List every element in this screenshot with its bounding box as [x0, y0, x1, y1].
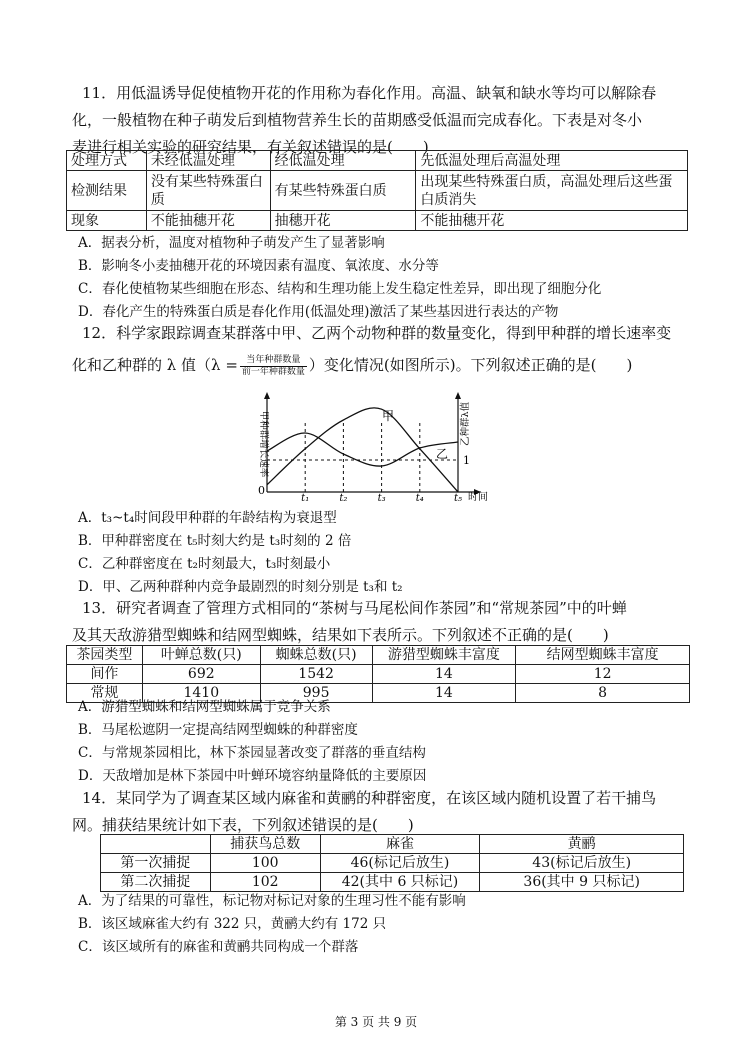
q14-option-c: C．该区域所有的麻雀和黄鹂共同构成一个群落 [78, 939, 359, 955]
x-tick-label: t₁ [301, 493, 310, 504]
right-y-axis-arrow [455, 392, 461, 399]
q14-table-cell: 100 [210, 854, 320, 873]
q11-table-cell: 未经低温处理 [146, 151, 270, 171]
x-tick-label: t₄ [415, 493, 424, 504]
q11-table-cell: 有某些特殊蛋白质 [270, 171, 416, 211]
q13-table-cell: 蜘蛛总数(只) [260, 646, 372, 665]
q13-table-cell: 叶蝉总数(只) [142, 646, 260, 665]
q14-table-cell: 43(标记后放生) [480, 854, 684, 873]
q12-line-2-pre: 化和乙种群的 λ 值（λ = [72, 356, 238, 374]
q13-table-cell: 8 [516, 684, 690, 703]
q14-table-cell: 麻雀 [320, 835, 480, 854]
q11-line-3: 麦进行相关实验的研究结果，有关叙述错误的是( ) [72, 138, 429, 156]
q13-table-cell: 间作 [67, 665, 143, 684]
q14-table [100, 834, 684, 892]
q14-table-cell: 36(其中 9 只标记) [480, 873, 684, 892]
q13-table-cell: 14 [372, 665, 516, 684]
q11-table-cell: 不能抽穗开花 [146, 211, 270, 231]
x-axis-label: 时间 [468, 492, 488, 503]
page-footer: 第 3 页 共 9 页 [334, 1015, 418, 1029]
q12-line-1: 12．科学家跟踪调查某群落中甲、乙两个动物种群的数量变化，得到甲种群的增长速率变 [82, 324, 672, 342]
q13-table-cell: 14 [372, 684, 516, 703]
q14-table-cell: 102 [210, 873, 320, 892]
q13-option-b: B．马尾松遮阴一定提高结网型蜘蛛的种群密度 [78, 722, 358, 738]
q14-table-cell [101, 835, 211, 854]
q13-line-1: 13．研究者调查了管理方式相同的“茶树与马尾松间作茶园”和“常规茶园”中的叶蝉 [82, 599, 627, 617]
q14-option-a: A．为了结果的可靠性，标记物对标记对象的生理习性不能有影响 [78, 893, 466, 909]
x-tick-label: t₅ [453, 493, 463, 504]
x-tick-label: t₃ [377, 493, 386, 504]
q13-table-cell: 茶园类型 [67, 646, 143, 665]
q12-option-c: C．乙种群密度在 t₂时刻最大，t₃时刻最小 [78, 556, 331, 572]
q14-table-cell: 捕获鸟总数 [210, 835, 320, 854]
q13-table-cell: 1542 [260, 665, 372, 684]
series-jia-curve [267, 408, 458, 492]
q13-table-cell: 结网型蜘蛛丰富度 [516, 646, 690, 665]
q14-table-cell: 42(其中 6 只标记) [320, 873, 480, 892]
q13-option-d: D．天敌增加是林下茶园中叶蝉环境容纳量降低的主要原因 [78, 768, 427, 784]
q13-table-cell: 12 [516, 665, 690, 684]
q14-line-2: 网。捕获结果统计如下表，下列叙述错误的是( ) [72, 816, 414, 834]
q11-option-b: B．影响冬小麦抽穗开花的环境因素有温度、氧浓度、水分等 [78, 258, 439, 274]
q11-table-cell: 不能抽穗开花 [416, 211, 688, 231]
q11-table-cell: 检测结果 [67, 171, 147, 211]
q11-table-cell: 先低温处理后高温处理 [416, 151, 688, 171]
series-yi-label: 乙 [436, 447, 449, 461]
population-chart [240, 392, 520, 504]
q11-option-c: C．春化使植物某些细胞在形态、结构和生理功能上发生稳定性差异，即出现了细胞分化 [78, 281, 602, 297]
q13-table-cell: 692 [142, 665, 260, 684]
q14-table-cell: 46(标记后放生) [320, 854, 480, 873]
q14-table-cell: 第二次捕捉 [101, 873, 211, 892]
q12-option-d: D．甲、乙两种群种内竞争最剧烈的时刻分别是 t₃和 t₂ [78, 579, 403, 595]
q11-table-cell: 经低温处理 [270, 151, 416, 171]
q13-line-2: 及其天敌游猎型蜘蛛和结网型蜘蛛，结果如下表所示。下列叙述不正确的是( ) [72, 626, 609, 644]
lambda-fraction-numerator: 当年种群数量 [240, 355, 307, 367]
q13-table-cell: 游猎型蜘蛛丰富度 [372, 646, 516, 665]
q11-line-1: 11．用低温诱导促使植物开花的作用称为春化作用。高温、缺氧和缺水等均可以解除春 [82, 84, 657, 102]
q13-table-cell: 995 [260, 684, 372, 703]
q13-option-a: A．游猎型蜘蛛和结网型蜘蛛属于竞争关系 [78, 699, 331, 715]
q11-table [66, 150, 688, 231]
q12-line-2-post: ）变化情况(如图所示)。下列叙述正确的是( ) [308, 356, 633, 374]
q12-line-2 [72, 352, 632, 379]
q11-table-cell: 抽穗开花 [270, 211, 416, 231]
q11-line-2: 化，一般植物在种子萌发后到植物营养生长的苗期感受低温而完成春化。下表是对冬小 [72, 111, 643, 129]
q11-option-d: D．春化产生的特殊蛋白质是春化作用(低温处理)激活了某些基因进行表达的产物 [78, 304, 559, 320]
q13-table [66, 645, 690, 703]
q14-table-cell: 第一次捕捉 [101, 854, 211, 873]
origin-label: 0 [258, 484, 265, 497]
lambda-fraction-denominator: 前一年种群数量 [241, 366, 305, 377]
q13-table-cell: 常规 [67, 684, 143, 703]
question-11-stem [72, 80, 692, 161]
q12-option-a: A．t₃~t₄时间段甲种群的年龄结构为衰退型 [78, 510, 337, 526]
y2-tick-label: 1 [463, 454, 470, 467]
x-tick-labels [301, 493, 462, 504]
q12-option-b: B．甲种群密度在 t₅时刻大约是 t₃时刻的 2 倍 [78, 533, 352, 549]
lambda-fraction [240, 355, 307, 378]
q13-option-c: C．与常规茶园相比，林下茶园显著改变了群落的垂直结构 [78, 745, 426, 761]
series-yi-curve [267, 433, 458, 466]
y-axis-label: 甲种群增长速率 [258, 410, 269, 478]
q14-table-cell: 黄鹂 [480, 835, 684, 854]
series-jia-label: 甲 [382, 409, 395, 423]
q11-option-a: A．据表分析，温度对植物种子萌发产生了显著影响 [78, 235, 385, 251]
q14-line-1: 14．某同学为了调查某区域内麻雀和黄鹂的种群密度，在该区域内随机设置了若干捕鸟 [82, 789, 657, 807]
q11-table-cell: 现象 [67, 211, 147, 231]
q11-table-cell: 没有某些特殊蛋白质 [146, 171, 270, 211]
y2-axis-label: 乙种群λ值 [460, 401, 471, 447]
x-tick-label: t₂ [339, 493, 348, 504]
q11-table-cell: 处理方式 [67, 151, 147, 171]
q14-option-b: B．该区域麻雀大约有 322 只，黄鹂大约有 172 只 [78, 916, 387, 932]
left-y-axis-arrow [264, 392, 270, 399]
q11-table-cell: 出现某些特殊蛋白质，高温处理后这些蛋白质消失 [416, 171, 688, 211]
q13-table-cell: 1410 [142, 684, 260, 703]
